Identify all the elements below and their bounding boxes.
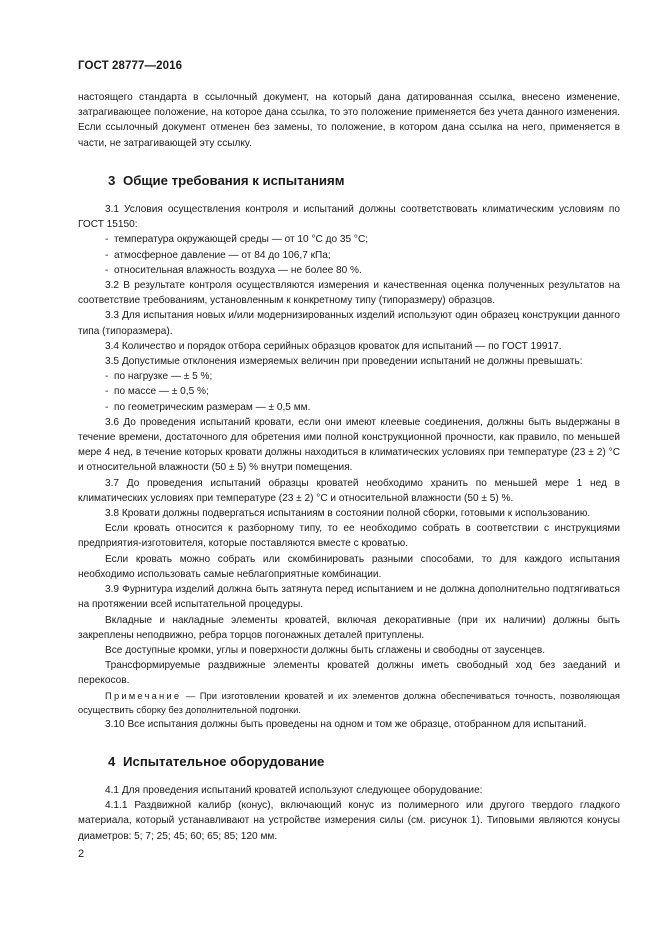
clause-3-9-para-c: Трансформируемые раздвижные элементы кроватей должны иметь свободный ход без заеданий и перекосов. — [78, 660, 620, 687]
clause-3-8-para-b: Если кровать можно собрать или скомбинировать разными способами, то для каждого испытания необходимо использовать самые неблагоприятные комбинации. — [78, 553, 620, 580]
section-title: Испытательное оборудование — [123, 753, 325, 769]
clause-3-1: 3.1 Условия осуществления контроля и испытаний должны соответствовать климатическим условиям по ГОСТ 15150: — [78, 204, 620, 231]
intro-paragraph: настоящего стандарта в ссылочный документ, на который дана датированная ссылка, внесено изменение, затрагивающее положение, на которое дана ссылка, то это положение применяется без учета данного изменения. Если ссылочный документ отменен без замены, то положение, в котором дана ссылка на него, применяется в части, не затрагивающей эту ссылку. — [78, 92, 620, 149]
document-body — [78, 90, 620, 844]
clause-3-6: 3.6 До проведения испытаний кровати, если они имеют клеевые соединения, должны быть выдержаны в течение времени, достаточного для обретения ими полной конструкционной прочности, как правило, по меньшей мере 4 нед, в течение которых кровати должны находиться в климатических условиях при температуре (23 ± 2) °C и относительной влажности (50 ± 5) % внутри помещения. — [78, 416, 620, 474]
note — [78, 689, 620, 717]
clause-4-1-1: 4.1.1 Раздвижной калибр (конус), включающий конус из полимерного или другого твердого гладкого материала, который устанавливают на устройстве измерения силы (см. рисунок 1). Типовыми являются конусы диаметров: 5; 7; 25; 45; 60; 65; 85; 120 мм. — [78, 800, 620, 842]
list-item: - по массе — ± 0,5 %; — [78, 384, 620, 399]
clause-3-9-para-a: Вкладные и накладные элементы кроватей, включая декоративные (при их наличии) должны быть закреплены неподвижно, ребра торцов погонажных деталей притуплены. — [78, 614, 620, 641]
clause-3-7: 3.7 До проведения испытаний образцы кроватей необходимо хранить по меньшей мере 1 нед в климатических условиях при температуре (23 ± 2) °C и относительной влажности (50 ± 5) %. — [78, 477, 620, 504]
clause-3-4: 3.4 Количество и порядок отбора серийных образцов кроваток для испытаний — по ГОСТ 19917. — [105, 340, 562, 352]
section-number: 3 — [108, 172, 116, 188]
section-number: 4 — [108, 753, 116, 769]
clause-4-1: 4.1 Для проведения испытаний кроватей используют следующее оборудование: — [105, 784, 483, 796]
clause-3-9: 3.9 Фурнитура изделий должна быть затянута перед испытанием и не должна дополнительно подтягиваться на протяжении всей испытательной процедуры. — [78, 584, 620, 611]
clause-3-9-para-b: Все доступные кромки, углы и поверхности должны быть сглажены и свободны от заусенцев. — [105, 644, 546, 656]
clause-3-8-para-a: Если кровать относится к разборному типу, то ее необходимо собрать в соответствии с инструкциями предприятия-изготовителя, которые поставляются вместе с кроватью. — [78, 523, 620, 550]
list-item: - по нагрузке — ± 5 %; — [78, 369, 620, 384]
list-item: - относительная влажность воздуха — не более 80 %. — [78, 263, 620, 278]
clause-3-10: 3.10 Все испытания должны быть проведены на одном и том же образце, отобранном для испытаний. — [105, 718, 587, 730]
clause-3-2: 3.2 В результате контроля осуществляются измерения и качественная оценка полученных результатов на соответствие требованиям, установленным к конкретному типу (типоразмеру) образцов. — [78, 280, 620, 307]
section-3-heading — [78, 173, 620, 188]
list-item: - по геометрическим размерам — ± 0,5 мм. — [78, 400, 620, 415]
document-header: ГОСТ 28777—2016 — [78, 60, 183, 72]
section-title: Общие требования к испытаниям — [123, 172, 345, 188]
clause-3-8: 3.8 Кровати должны подвергаться испытаниям в состоянии полной сборки, готовыми к использованию. — [105, 508, 591, 520]
note-text: — При изготовлении кроватей и их элементов должна обеспечиваться точность, позволяющая осуществить сборку без дополнительной подгонки. — [78, 689, 620, 715]
clause-3-3: 3.3 Для испытания новых и/или модернизированных изделий используют один образец конструкции данного типа (типоразмера). — [78, 310, 620, 337]
list-item: - атмосферное давление — от 84 до 106,7 кПа; — [78, 248, 620, 263]
page-number: 2 — [78, 848, 85, 860]
clause-3-5: 3.5 Допустимые отклонения измеряемых величин при проведении испытаний не должны превышать: — [105, 356, 583, 368]
list-item: - температура окружающей среды — от 10 °C до 35 °C; — [78, 232, 620, 247]
note-label: Примечание — [105, 689, 182, 701]
section-4-heading — [78, 754, 620, 769]
